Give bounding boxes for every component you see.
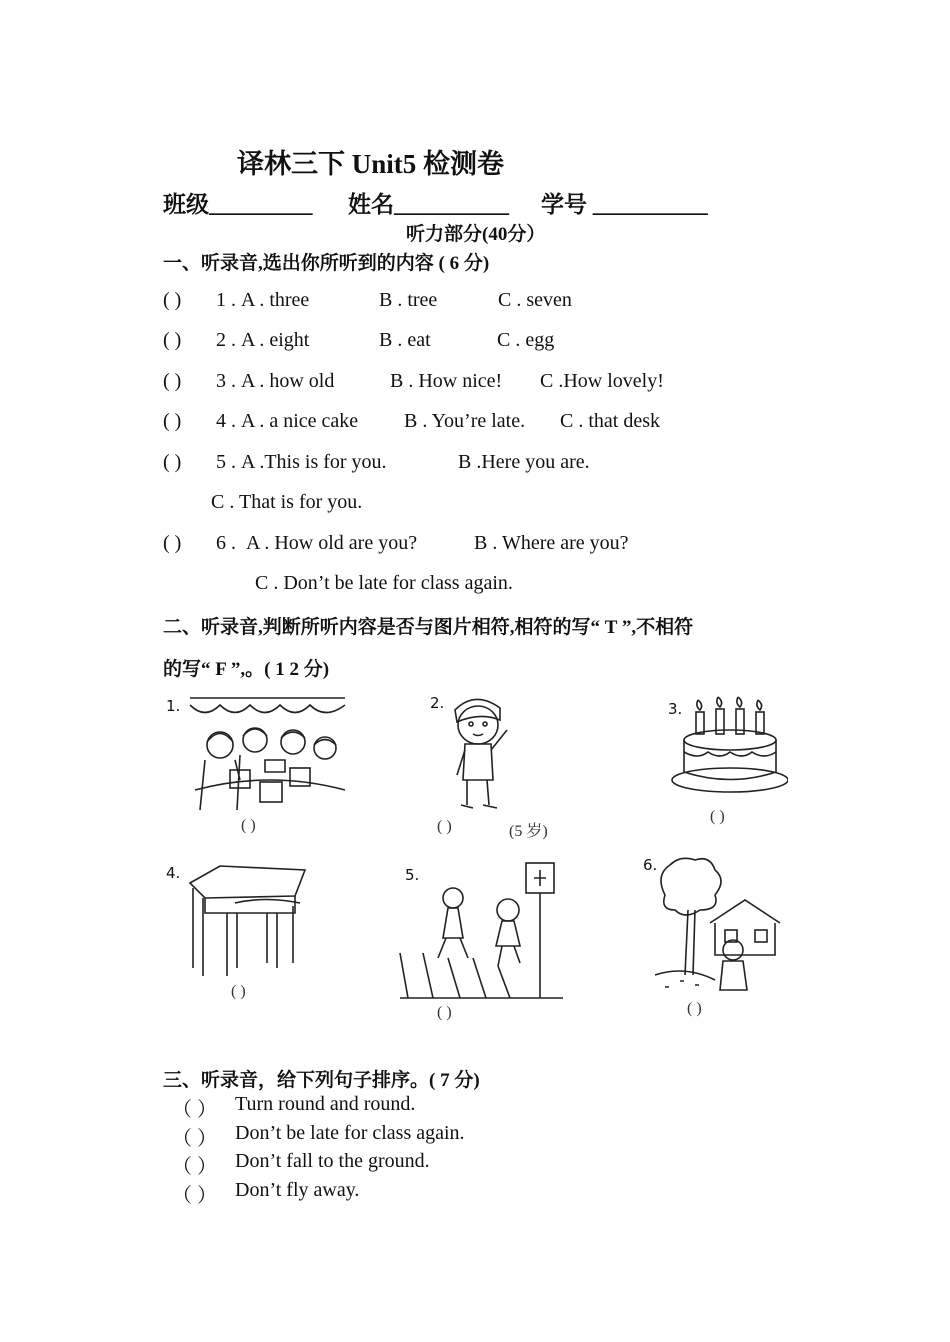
cake-picture bbox=[668, 692, 788, 802]
option-c: C . seven bbox=[498, 289, 572, 311]
option-a: A . three bbox=[241, 289, 310, 311]
sentence-text: Don’t fly away. bbox=[235, 1179, 360, 1201]
option-c: C . That is for you. bbox=[211, 491, 363, 513]
boy-picture bbox=[445, 690, 525, 815]
answer-paren[interactable]: ( ) bbox=[231, 983, 246, 1000]
picture-number: 1. bbox=[166, 697, 181, 715]
listening-header: 听力部分(40分） bbox=[406, 224, 546, 245]
answer-paren[interactable]: ( ) bbox=[241, 817, 256, 834]
desk-picture bbox=[185, 858, 310, 983]
answer-paren[interactable]: ( ) bbox=[163, 532, 182, 554]
section2-heading: 二、听录音,判断所听内容是否与图片相符,相符的写“ T ”,不相符 bbox=[163, 617, 694, 638]
option-b: B . tree bbox=[379, 289, 438, 311]
option-a: A . How old are you? bbox=[246, 532, 418, 554]
sentence-text: Don’t fall to the ground. bbox=[235, 1150, 430, 1172]
student-number-field[interactable]: 学号 __________ bbox=[541, 192, 708, 217]
crosswalk-picture bbox=[398, 858, 566, 1003]
picture-number: 2. bbox=[430, 694, 445, 712]
option-b: B .Here you are. bbox=[458, 451, 590, 473]
answer-paren[interactable]: ( ) bbox=[710, 808, 725, 825]
answer-paren[interactable]: （ ） bbox=[172, 1099, 217, 1121]
answer-paren[interactable]: ( ) bbox=[687, 1000, 702, 1017]
sentence-text: Don’t be late for class again. bbox=[235, 1122, 465, 1144]
question-number: 2 . bbox=[216, 329, 236, 351]
section2-heading-cont: 的写“ F ”,。( 1 2 分) bbox=[163, 659, 330, 680]
tree-house-picture bbox=[655, 855, 790, 995]
question-number: 1 . bbox=[216, 289, 236, 311]
answer-paren[interactable]: ( ) bbox=[163, 289, 182, 311]
question-number: 6 . bbox=[216, 532, 236, 554]
answer-paren[interactable]: ( ) bbox=[437, 1004, 452, 1021]
picture-number: 3. bbox=[668, 700, 683, 718]
question-number: 4 . bbox=[216, 410, 236, 432]
option-b: B . Where are you? bbox=[474, 532, 629, 554]
section3-heading: 三、听录音，给下列句子排序。( 7 分) bbox=[163, 1070, 480, 1091]
answer-paren[interactable]: ( ) bbox=[163, 370, 182, 392]
option-b: B . eat bbox=[379, 329, 431, 351]
question-number: 5 . bbox=[216, 451, 236, 473]
answer-paren[interactable]: ( ) bbox=[163, 451, 182, 473]
option-c: C . Don’t be late for class again. bbox=[255, 572, 513, 594]
option-a: A . eight bbox=[241, 329, 310, 351]
page-title: 译林三下 Unit5 检测卷 bbox=[237, 149, 505, 179]
option-c: C . egg bbox=[497, 329, 555, 351]
option-a: A . a nice cake bbox=[241, 410, 359, 432]
answer-paren[interactable]: ( ) bbox=[437, 818, 452, 835]
question-number: 3 . bbox=[216, 370, 236, 392]
option-a: A .This is for you. bbox=[241, 451, 387, 473]
section1-heading: 一、听录音,选出你所听到的内容 ( 6 分) bbox=[163, 253, 490, 274]
option-c: C . that desk bbox=[560, 410, 660, 432]
answer-paren[interactable]: ( ) bbox=[163, 329, 182, 351]
answer-paren[interactable]: （ ） bbox=[172, 1185, 217, 1207]
picture-number: 4. bbox=[166, 864, 181, 882]
party-picture bbox=[185, 690, 355, 815]
option-c: C .How lovely! bbox=[540, 370, 664, 392]
age-note: (5 岁) bbox=[509, 823, 548, 840]
picture-number: 6. bbox=[643, 856, 658, 874]
sentence-text: Turn round and round. bbox=[235, 1093, 416, 1115]
class-field[interactable]: 班级_________ bbox=[163, 192, 313, 217]
option-b: B . How nice! bbox=[390, 370, 503, 392]
answer-paren[interactable]: ( ) bbox=[163, 410, 182, 432]
answer-paren[interactable]: （ ） bbox=[172, 1128, 217, 1150]
name-field[interactable]: 姓名__________ bbox=[348, 192, 509, 217]
answer-paren[interactable]: （ ） bbox=[172, 1156, 217, 1178]
option-b: B . You’re late. bbox=[404, 410, 526, 432]
picture-number: 5. bbox=[405, 866, 420, 884]
option-a: A . how old bbox=[241, 370, 335, 392]
